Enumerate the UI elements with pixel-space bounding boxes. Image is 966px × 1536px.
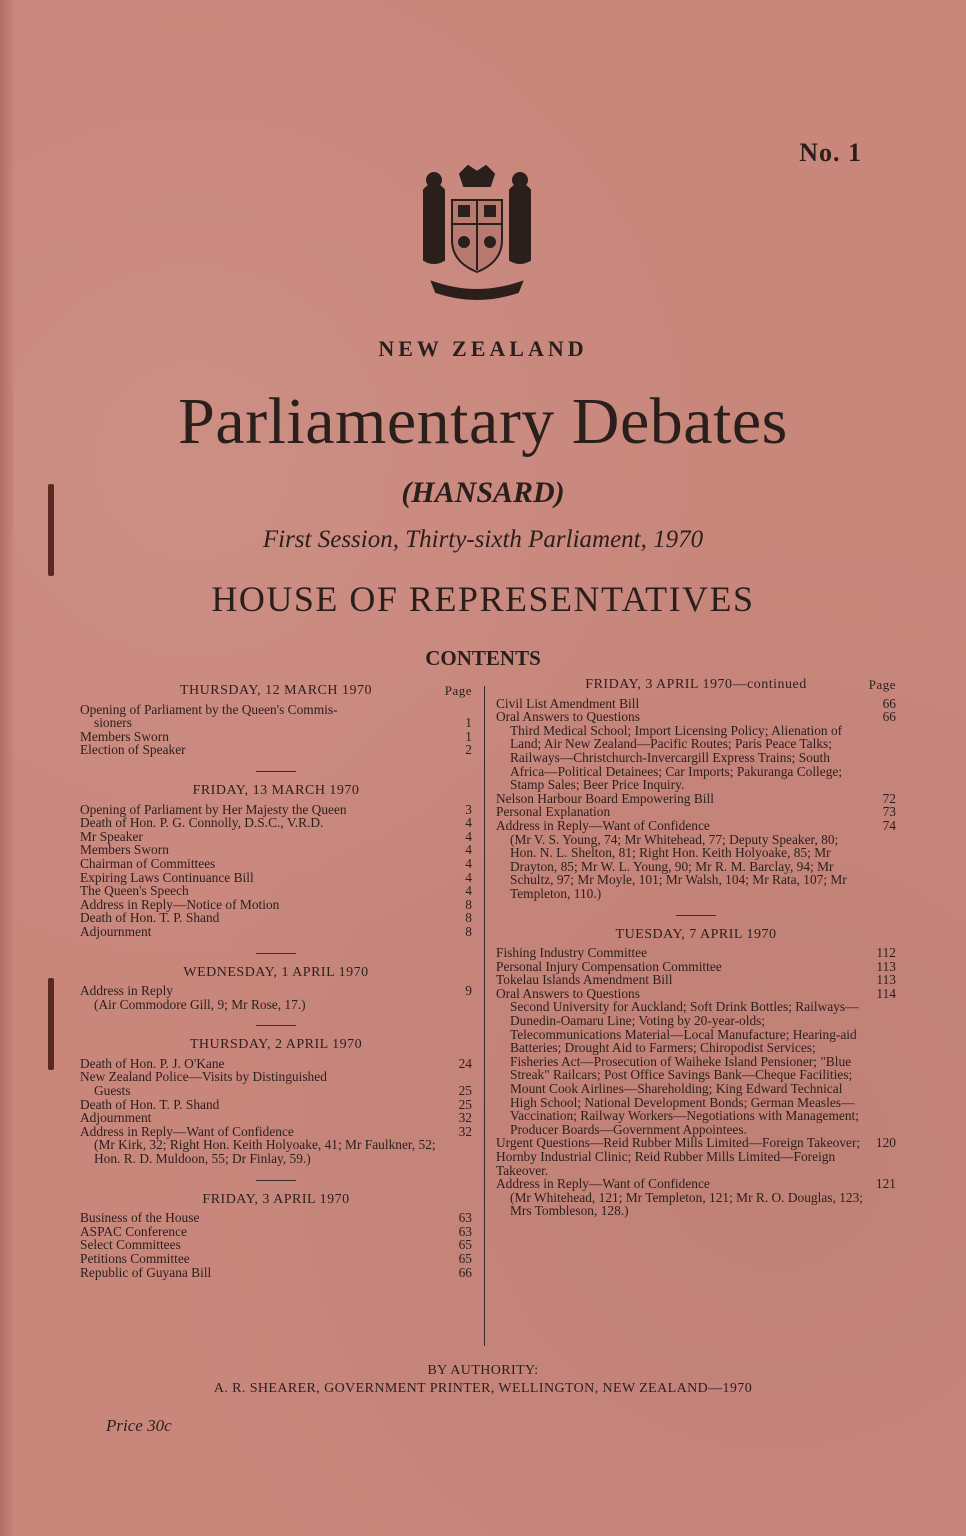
entry-page-number: 1 [465, 728, 472, 744]
entry-title: Address in Reply—Want of Confidence [496, 1176, 710, 1192]
contents-entry [496, 1191, 896, 1218]
entry-page-number: 66 [882, 695, 896, 711]
entry-page-number: 113 [876, 972, 896, 988]
entry-page-number: 4 [465, 883, 472, 899]
entry-page-number: 65 [458, 1237, 472, 1253]
section-rule [256, 1180, 296, 1181]
contents-entry [496, 987, 896, 1001]
day-heading [80, 1193, 472, 1207]
entry-page-number: 4 [465, 855, 472, 871]
entry-title: New Zealand Police—Visits by Distinguished [80, 1069, 327, 1085]
contents-entry [80, 871, 472, 885]
contents-entry [80, 843, 472, 857]
entry-title: Mr Speaker [80, 828, 143, 844]
entry-title: Nelson Harbour Board Empowering Bill [496, 790, 714, 806]
publication-title: Parliamentary Debates [178, 385, 788, 458]
section-rule [676, 915, 716, 916]
entry-page-number: 114 [876, 985, 896, 1001]
day-heading [80, 966, 472, 980]
coat-of-arms-icon [402, 160, 552, 300]
entry-title: Adjournment [80, 1110, 152, 1126]
entry-title: (Mr Kirk, 32; Right Hon. Keith Holyoake, 41; Mr Faulkner, 52; Hon. R. D. Muldoon, 55; Dr Finlay, 59.) [94, 1137, 436, 1167]
contents-entry [496, 1136, 896, 1177]
entry-title: Personal Explanation [496, 804, 611, 820]
entry-page-number: 8 [465, 923, 472, 939]
contents-entry [80, 1225, 472, 1239]
session-line: First Session, Thirty-sixth Parliament, 1970 [262, 526, 704, 553]
entry-page-number: 25 [458, 1083, 472, 1099]
column-divider [484, 686, 485, 1346]
spine-edge [0, 0, 14, 1536]
staple [48, 978, 54, 1070]
entry-title: Address in Reply—Want of Confidence [496, 817, 710, 833]
entry-page-number: 9 [465, 983, 472, 999]
entry-page-number: 32 [458, 1123, 472, 1139]
contents-entry [80, 830, 472, 844]
country-heading: NEW ZEALAND [378, 336, 588, 361]
contents-entry [80, 1266, 472, 1280]
contents-entry [496, 960, 896, 974]
contents-entry [80, 1070, 472, 1084]
contents-entry [496, 1177, 896, 1191]
contents-entry [496, 819, 896, 833]
entry-title: Chairman of Committees [80, 855, 216, 871]
page-column-label: Page [444, 683, 472, 698]
entry-title: Opening of Parliament by the Queen's Commis- [80, 701, 338, 717]
entry-title: Republic of Guyana Bill [80, 1264, 212, 1280]
day-heading [496, 678, 896, 692]
issue-number: No. 1 [799, 138, 862, 167]
entry-title: Urgent Questions—Reid Rubber Mills Limited—Foreign Takeover; Hornby Industrial Clinic; Reid Rubber Mills Limited—Foreign Takeover. [496, 1135, 861, 1178]
day-heading-text: THURSDAY, 2 APRIL 1970 [189, 1037, 363, 1053]
entry-page-number: 113 [876, 958, 896, 974]
entry-title: Tokelau Islands Amendment Bill [496, 972, 673, 988]
entry-page-number: 65 [458, 1251, 472, 1266]
entry-page-number: 8 [465, 910, 472, 926]
day-heading-text: THURSDAY, 12 MARCH 1970 [180, 683, 372, 698]
contents-left-column [80, 684, 472, 1279]
entry-page-number: 25 [458, 1096, 472, 1112]
section-rule [256, 953, 296, 954]
entry-title: Members Sworn [80, 842, 169, 858]
contents-right-column [496, 678, 896, 1218]
entry-title: Business of the House [80, 1210, 200, 1226]
contents-entry [80, 1057, 472, 1071]
entry-title: ASPAC Conference [80, 1223, 187, 1239]
contents-entry [80, 857, 472, 871]
entry-title: Members Sworn [80, 728, 169, 744]
entry-page-number: 32 [458, 1110, 472, 1126]
entry-page-number: 4 [465, 828, 472, 844]
entry-title: (Mr Whitehead, 121; Mr Templeton, 121; Mr R. O. Douglas, 123; Mrs Tombleson, 128.) [510, 1189, 864, 1219]
contents-entry [80, 803, 472, 817]
day-heading-text: WEDNESDAY, 1 APRIL 1970 [183, 964, 369, 980]
entry-title: Death of Hon. P. G. Connolly, D.S.C., V.R.D. [80, 815, 324, 831]
price-label: Price 30c [106, 1416, 172, 1435]
entry-page-number: 74 [882, 817, 896, 833]
day-heading-text: FRIDAY, 3 APRIL 1970 [202, 1191, 350, 1207]
entry-title: Death of Hon. P. J. O'Kane [80, 1055, 225, 1071]
publication-subtitle: (HANSARD) [401, 476, 565, 509]
contents-entry [496, 724, 896, 792]
entry-title: Death of Hon. T. P. Shand [80, 910, 220, 926]
entry-title: Oral Answers to Questions [496, 709, 640, 725]
entry-page-number: 66 [458, 1264, 472, 1280]
contents-entry [80, 816, 472, 830]
entry-title: Guests [94, 1083, 131, 1099]
contents-entry [80, 884, 472, 898]
entry-page-number: 4 [465, 869, 472, 885]
entry-title: Petitions Committee [80, 1251, 190, 1266]
day-heading-text: FRIDAY, 3 APRIL 1970—continued [585, 677, 807, 692]
entry-page-number: 24 [458, 1055, 472, 1071]
entry-title: Fishing Industry Committee [496, 945, 648, 961]
section-rule [256, 1025, 296, 1026]
section-rule [256, 771, 296, 772]
entry-page-number: 1 [465, 715, 472, 731]
entry-title: sioners [94, 715, 132, 731]
entry-title: Election of Speaker [80, 742, 186, 758]
entry-title: The Queen's Speech [80, 883, 189, 899]
imprint-authority: BY AUTHORITY: [427, 1363, 539, 1378]
contents-entry [496, 792, 896, 806]
entry-page-number: 4 [465, 815, 472, 831]
contents-entry [80, 1138, 472, 1165]
contents-entry [80, 998, 472, 1012]
entry-title: Select Committees [80, 1237, 181, 1253]
entry-title: Adjournment [80, 923, 152, 939]
day-heading-text: TUESDAY, 7 APRIL 1970 [615, 926, 777, 942]
contents-entry [80, 1125, 472, 1139]
contents-entry [80, 1252, 472, 1266]
contents-entry [496, 710, 896, 724]
entry-title: Third Medical School; Import Licensing Policy; Alienation of Land; Air New Zealand—Pacific Routes; Paris Peace Talks; Railways—Christchurch-Invercargill Express Trains; South Africa—Political Detainees; Car Imports; Pakuranga College; Stamp Sales; Beer Price Inquiry. [510, 722, 843, 793]
entry-title: Opening of Parliament by Her Majesty the Queen [80, 801, 347, 817]
entry-title: Address in Reply—Notice of Motion [80, 896, 280, 912]
entry-title: Civil List Amendment Bill [496, 695, 640, 711]
entry-title: Address in Reply [80, 983, 173, 999]
imprint-printer: A. R. SHEARER, GOVERNMENT PRINTER, WELLINGTON, NEW ZEALAND—1970 [213, 1381, 753, 1396]
contents-entry [80, 703, 472, 717]
house-heading: HOUSE OF REPRESENTATIVES [211, 579, 755, 619]
contents-entry [80, 925, 472, 939]
contents-entry [80, 716, 472, 730]
contents-entry [496, 697, 896, 711]
entry-page-number: 121 [875, 1176, 896, 1192]
contents-entry [80, 743, 472, 757]
day-heading [80, 784, 472, 798]
day-heading-text: FRIDAY, 13 MARCH 1970 [192, 782, 360, 798]
entry-page-number: 4 [465, 842, 472, 858]
contents-entry [80, 984, 472, 998]
day-heading [80, 684, 472, 698]
contents-entry [496, 833, 896, 901]
entry-page-number: 63 [458, 1210, 472, 1226]
entry-page-number: 72 [882, 790, 896, 806]
day-heading [80, 1038, 472, 1052]
entry-title: Personal Injury Compensation Committee [496, 958, 722, 974]
day-heading [496, 928, 896, 942]
entry-page-number: 120 [875, 1135, 896, 1151]
entry-page-number: 3 [465, 801, 472, 817]
page-column-label: Page [868, 677, 896, 692]
entry-title: (Air Commodore Gill, 9; Mr Rose, 17.) [94, 996, 306, 1012]
entry-page-number: 8 [465, 896, 472, 912]
contents-entry [496, 1000, 896, 1136]
contents-entry [496, 973, 896, 987]
contents-entry [80, 1211, 472, 1225]
entry-page-number: 66 [882, 709, 896, 725]
contents-entry [80, 1111, 472, 1125]
entry-page-number: 73 [882, 804, 896, 820]
contents-entry [80, 911, 472, 925]
entry-page-number: 63 [458, 1223, 472, 1239]
contents-entry [80, 898, 472, 912]
entry-title: (Mr V. S. Young, 74; Mr Whitehead, 77; Deputy Speaker, 80; Hon. N. L. Shelton, 81; Right Hon. Keith Holyoake, 85; Mr Drayton, 85; Mr W. L. Young, 90; Mr R. M. Barclay, 94; Mr Schultz, 97; Mr Moyle, 101; Mr Walsh, 104; Mr Rata, 107; Mr Templeton, 110.) [510, 831, 847, 901]
imprint [0, 1362, 966, 1398]
entry-title: Second University for Auckland; Soft Drink Bottles; Railways—Dunedin-Oamaru Line; Voting by 20-year-olds; Telecommunications Material—Local Manufacture; Hearing-aid Batteries; Drought Aid to Farmers; Chiropodist Services; Fisheries Act—Prosecution of Waiheke Island Pensioner; "Blue Streak" Railcars; Post Office Savings Bank—Cheque Facilities; Mount Cook Airlines—Shareholding; King Edward Technical High School; National Development Bonds; German Measles—Vaccination; Railway Workers—Negotiations with Management; Producer Boards—Government Appointees. [510, 999, 859, 1137]
entry-page-number: 2 [465, 742, 472, 758]
contents-entry [80, 730, 472, 744]
contents-entry [80, 1238, 472, 1252]
contents-entry [496, 805, 896, 819]
contents-entry [496, 946, 896, 960]
contents-entry [80, 1084, 472, 1098]
entry-title: Expiring Laws Continuance Bill [80, 869, 254, 885]
entry-title: Address in Reply—Want of Confidence [80, 1123, 294, 1139]
contents-entry [80, 1098, 472, 1112]
entry-title: Oral Answers to Questions [496, 985, 640, 1001]
entry-title: Death of Hon. T. P. Shand [80, 1096, 220, 1112]
contents-heading: CONTENTS [425, 646, 541, 670]
entry-page-number: 112 [876, 945, 896, 961]
